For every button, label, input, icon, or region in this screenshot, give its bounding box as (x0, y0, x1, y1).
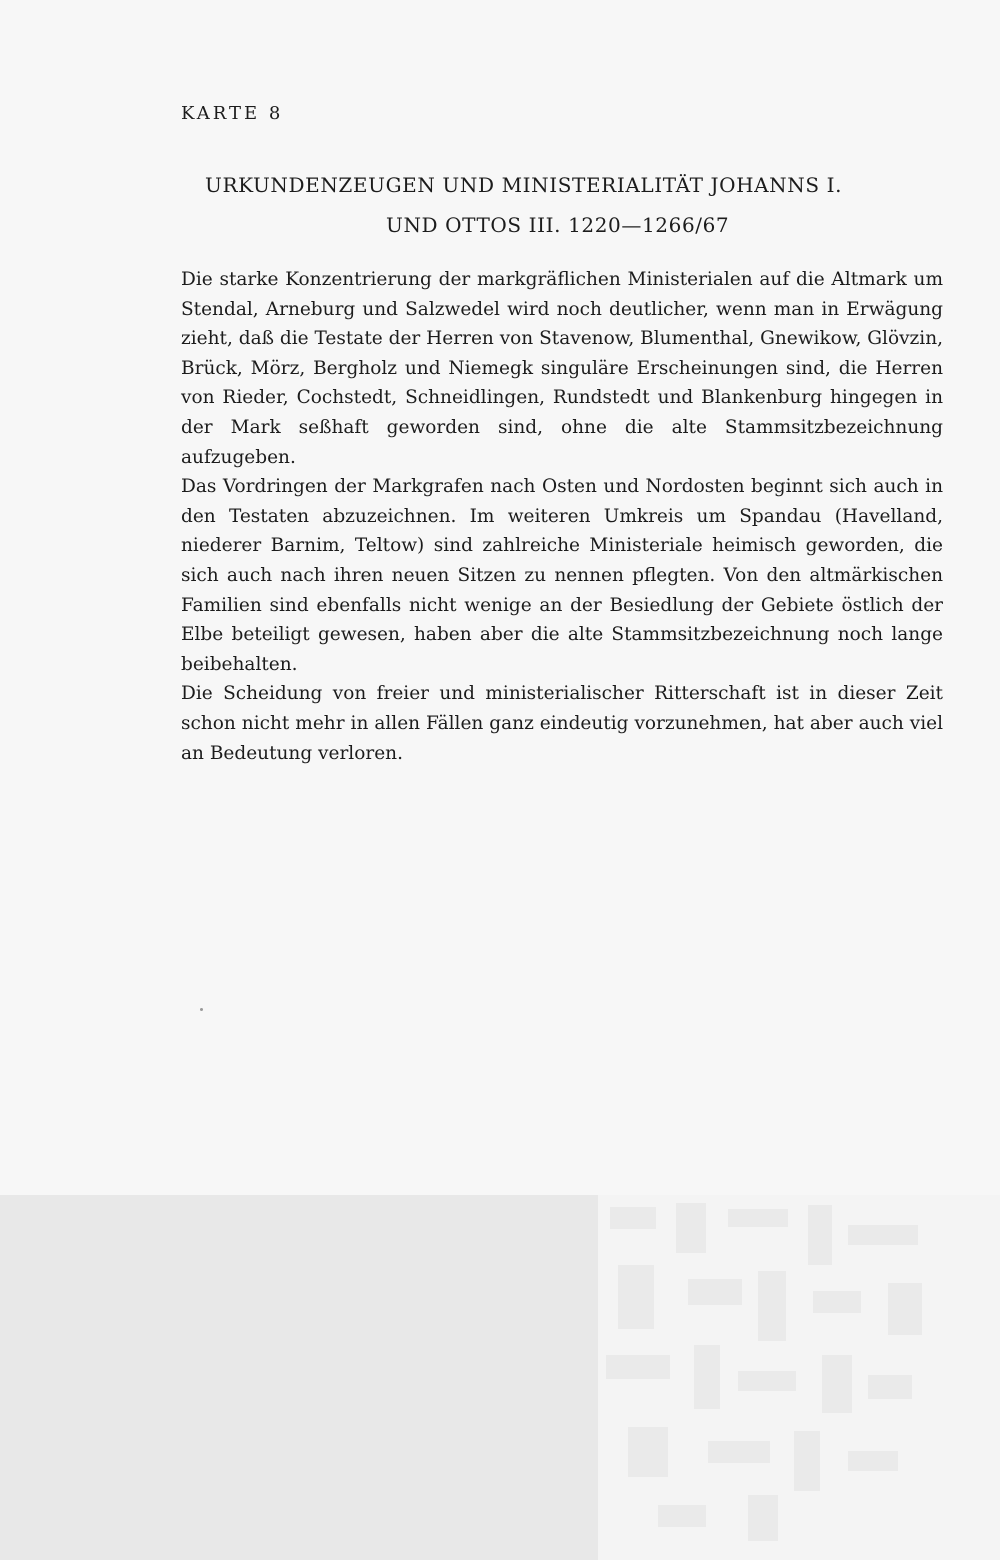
bleed-mark (658, 1505, 706, 1527)
bleed-mark (794, 1431, 820, 1491)
bleed-mark (813, 1291, 861, 1313)
page-title-line-2: UND OTTOS III. 1220—1266/67 (386, 213, 730, 237)
scan-bleed-through-block (598, 1195, 1000, 1560)
bleed-mark (868, 1375, 912, 1399)
scan-speck (200, 1008, 203, 1011)
bleed-mark (728, 1209, 788, 1227)
page-title-line-1: URKUNDENZEUGEN UND MINISTERIALITÄT JOHANNS I. (205, 173, 843, 197)
bleed-mark (848, 1225, 918, 1245)
bleed-mark (888, 1283, 922, 1335)
bleed-mark (708, 1441, 770, 1463)
paragraph-1: Die starke Konzentrierung der markgräflichen Ministerialen auf die Altmark um Stendal, Arneburg und Salzwedel wird noch deutlicher, wenn man in Erwägung zieht, daß die Testate der Herren von Stavenow, Blumenthal, Gnewikow, Glövzin, Brück, Mörz, Bergholz und Niemegk singuläre Erscheinungen sind, die Herren von Rieder, Cochstedt, Schneidlingen, Rundstedt und Blankenburg hingegen in der Mark seßhaft geworden sind, ohne die alte Stammsitzbezeichnung aufzugeben. (181, 269, 943, 468)
bleed-mark (748, 1495, 778, 1541)
bleed-mark (628, 1427, 668, 1477)
bleed-mark (694, 1345, 720, 1409)
bleed-mark (822, 1355, 852, 1413)
paragraph-2: Das Vordringen der Markgrafen nach Osten und Nordosten beginnt sich auch in den Testaten abzuzeichnen. Im weiteren Umkreis um Spandau (Havelland, niederer Barnim, Teltow) sind zahlreiche Ministeriale heimisch geworden, die sich auch nach ihren neuen Sitzen zu nennen pflegten. Von den altmärkischen Familien sind ebenfalls nicht wenige an der Besiedlung der Gebiete östlich der Elbe beteiligt gewesen, haben aber die alte Stammsitzbezeichnung noch lange beibehalten. (181, 476, 943, 675)
bleed-mark (618, 1265, 654, 1329)
bleed-mark (688, 1279, 742, 1305)
scan-gray-block (0, 1195, 598, 1560)
paragraph-3: Die Scheidung von freier und ministerialischer Ritterschaft ist in dieser Zeit schon nicht mehr in allen Fällen ganz eindeutig vorzunehmen, hat aber auch viel an Bedeutung verloren. (181, 683, 943, 764)
bleed-mark (606, 1355, 670, 1379)
bleed-mark (848, 1451, 898, 1471)
bleed-mark (676, 1203, 706, 1253)
map-label: KARTE 8 (181, 103, 284, 124)
bleed-mark (738, 1371, 796, 1391)
bleed-mark (808, 1205, 832, 1265)
body-text (181, 265, 943, 768)
bleed-mark (610, 1207, 656, 1229)
bleed-mark (758, 1271, 786, 1341)
